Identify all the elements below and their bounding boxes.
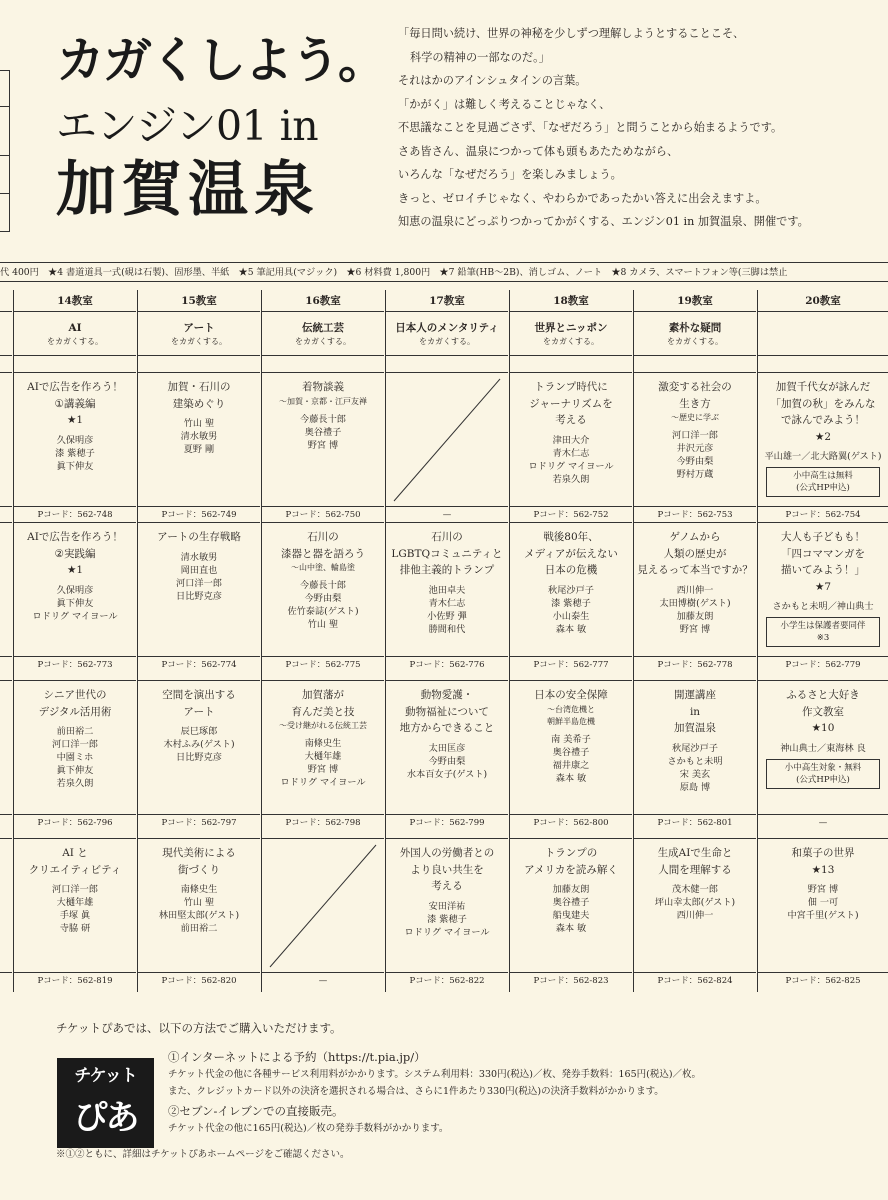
session-cell xyxy=(386,372,508,522)
session-cell[interactable] xyxy=(634,838,756,988)
column-divider xyxy=(137,290,138,992)
method-detail: また、クレジットカード以外の決済を選択される場合は、さらに1件あたり330円(税込)の決済手数料がかかります。 xyxy=(168,1086,664,1097)
session-title[interactable]: 石川の 漆器と器を語ろう xyxy=(281,531,365,560)
theme-header xyxy=(262,320,384,356)
p-code: — xyxy=(758,814,888,830)
p-code: Pコード：562-753 xyxy=(634,506,756,522)
p-code: Pコード：562-800 xyxy=(510,814,632,830)
room-header: 18教室 xyxy=(510,290,632,312)
p-code: Pコード：562-777 xyxy=(510,656,632,672)
session-lecturers: 西川伸一 太田博樹(ゲスト) 加藤友朗 野宮 博 xyxy=(659,584,731,635)
session-title[interactable]: 石川の LGBTQコミュニティと 排他主義的トランプ xyxy=(391,531,503,576)
session-lecturers: 安田洋祐 漆 紫穂子 ロドリグ マイヨール xyxy=(404,900,490,938)
session-title[interactable]: 現代美術による 街づくり xyxy=(162,847,236,876)
session-title[interactable]: 外国人の労働者との より良い共生を 考える xyxy=(399,847,495,892)
session-lecturers: 神山典士／東海林 良 xyxy=(780,742,866,754)
session-lecturers: 久保明彦 漆 紫穂子 眞下伸友 xyxy=(55,434,95,472)
footer-intro: チケットぴあでは、以下の方法でご購入いただけます。 xyxy=(56,1021,342,1035)
session-cell[interactable] xyxy=(634,372,756,522)
session-cell[interactable] xyxy=(510,680,632,830)
session-title[interactable]: 加賀藩が 育んだ美と技 xyxy=(291,689,355,718)
session-lecturers: 河口洋一郎 大樋年雄 手塚 眞 寺脇 研 xyxy=(52,884,98,934)
session-cell[interactable] xyxy=(138,372,260,522)
session-title[interactable]: 日本の安全保障 xyxy=(534,689,608,701)
intro-line: いろんな「なぜだろう」を楽しみましょう。 xyxy=(398,168,622,181)
session-lecturers: 池田卓夫 青木仁志 小佐野 彈 勝間和代 xyxy=(427,584,467,635)
purchase-methods xyxy=(168,1046,886,1137)
p-code xyxy=(0,814,12,830)
p-code: Pコード：562-822 xyxy=(386,972,508,988)
session-lecturers: 平山雄一／北大路翼(ゲスト) xyxy=(764,451,882,462)
room-header: 14教室 xyxy=(14,290,136,312)
theme-name: 伝統工芸 xyxy=(302,322,344,334)
p-code: Pコード：562-801 xyxy=(634,814,756,830)
session-lecturers: さかもと未明／神山典士 xyxy=(772,601,874,612)
p-code: Pコード：562-779 xyxy=(758,656,888,672)
session-lecturers: 秋尾沙戸子 さかもと未明 宋 美玄 原島 博 xyxy=(667,742,723,793)
title-line-2: エンジン01 in xyxy=(56,102,319,150)
session-cell[interactable] xyxy=(510,522,632,672)
p-code: Pコード：562-823 xyxy=(510,972,632,988)
session-cell[interactable] xyxy=(386,680,508,830)
session-title[interactable]: 生成AIで生命と 人間を理解する xyxy=(657,847,733,876)
session-title[interactable]: 動物愛護・ 動物福祉について 地方からできること xyxy=(399,689,495,734)
footer xyxy=(0,1012,888,1200)
session-note-box: 小学生は保護者要同伴 ※3 xyxy=(766,617,880,647)
session-title[interactable]: トランプの アメリカを読み解く xyxy=(524,847,618,876)
theme-name: 素朴な疑問 xyxy=(668,322,722,334)
session-note-box: 小中高生対象・無料 (公式HP申込) xyxy=(766,759,880,789)
column-divider xyxy=(633,290,634,992)
p-code: Pコード：562-749 xyxy=(138,506,260,522)
session-cell[interactable] xyxy=(758,838,888,988)
session-cell[interactable] xyxy=(510,372,632,522)
room-header: 16教室 xyxy=(262,290,384,312)
session-lecturers: 辰巳琢郎 木村ふみ(ゲスト) 日比野克彦 xyxy=(163,726,235,763)
footer-note: ※①②ともに、詳細はチケットぴあホームページをご確認ください。 xyxy=(56,1149,350,1160)
session-cell[interactable] xyxy=(386,838,508,988)
method-detail: チケット代金の他に各種サービス利用料がかかります。システム利用料：330円(税込)／枚、発券手数料：165円(税込)／枚。 xyxy=(168,1069,702,1080)
session-lecturers: 清水敏男 岡田直也 河口洋一郎 日比野克彦 xyxy=(176,551,222,602)
session-lecturers: 南條史生 大樋年雄 野宮 博 ロドリグ マイヨール xyxy=(280,738,366,788)
p-code: Pコード：562-778 xyxy=(634,656,756,672)
session-title[interactable]: 加賀・石川の 建築めぐり xyxy=(167,381,231,410)
session-lecturers: 河口洋一郎 井沢元彦 今野由梨 野村万蔵 xyxy=(672,430,718,480)
session-title[interactable]: 着物談義 xyxy=(302,381,344,393)
p-code: Pコード：562-754 xyxy=(758,506,888,522)
session-cell[interactable] xyxy=(262,372,384,522)
method-seven-eleven: ②セブン-イレブンでの直接販売。 xyxy=(168,1104,344,1118)
theme-name: AI xyxy=(68,322,82,334)
room-header xyxy=(0,290,12,312)
session-cell xyxy=(0,680,12,830)
session-lecturers: 津田大介 青木仁志 ロドリグ マイヨール 若泉久朗 xyxy=(528,434,614,485)
session-lecturers: 加藤友朗 奥谷禮子 船曳建夫 森本 敏 xyxy=(552,884,590,934)
session-lecturers: 久保明彦 眞下伸友 ロドリグ マイヨール xyxy=(32,584,118,622)
method-detail: チケット代金の他に165円(税込)／枚の発券手数料がかかります。 xyxy=(168,1123,449,1134)
theme-subtitle: をカガくする。 xyxy=(543,337,599,346)
session-cell[interactable] xyxy=(262,680,384,830)
room-column xyxy=(758,290,888,992)
intro-line: 「毎日問い続け、世界の神秘を少しずつ理解しようとすることこそ、 xyxy=(398,27,745,40)
room-column xyxy=(510,290,632,992)
intro-line: きっと、ゼロイチじゃなく、やわらかであったかい答えに出会えますよ。 xyxy=(398,191,767,205)
session-cell xyxy=(262,838,384,988)
session-lecturers: 今藤長十郎 今野由梨 佐竹泰誌(ゲスト) 竹山 聖 xyxy=(287,580,359,630)
room-column xyxy=(14,290,136,992)
session-title[interactable]: 空間を演出する アート xyxy=(162,689,236,718)
p-code xyxy=(0,972,12,988)
p-code: Pコード：562-773 xyxy=(14,656,136,672)
intro-line: 「かがく」は難しく考えることじゃなく、 xyxy=(398,97,611,111)
empty-slot-slash xyxy=(386,373,508,506)
session-lecturers: 南條史生 竹山 聖 林田堅太郎(ゲスト) 前田裕二 xyxy=(158,884,240,934)
p-code: Pコード：562-776 xyxy=(386,656,508,672)
room-header: 17教室 xyxy=(386,290,508,312)
title-line-3: 加賀温泉 xyxy=(56,155,320,225)
left-edge-box xyxy=(0,70,10,232)
p-code: Pコード：562-797 xyxy=(138,814,260,830)
session-title[interactable]: AI と クリエイティビティ xyxy=(28,847,122,876)
intro-text xyxy=(398,22,886,234)
logo-text: チケット xyxy=(74,1066,137,1086)
theme-subtitle: をカガくする。 xyxy=(47,337,103,346)
session-cell[interactable] xyxy=(138,838,260,988)
theme-subtitle: をカガくする。 xyxy=(295,337,351,346)
room-header: 15教室 xyxy=(138,290,260,312)
theme-header xyxy=(634,320,756,356)
theme-subtitle: をカガくする。 xyxy=(667,337,723,346)
session-cell[interactable] xyxy=(14,522,136,672)
theme-header xyxy=(386,320,508,356)
theme-header xyxy=(138,320,260,356)
p-code: Pコード：562-750 xyxy=(262,506,384,522)
room-header: 20教室 xyxy=(758,290,888,312)
column-divider xyxy=(261,290,262,992)
p-code: Pコード：562-748 xyxy=(14,506,136,522)
session-title[interactable]: 加賀千代女が詠んだ 「加賀の秋」をみんな で詠んでみよう！ ★2 xyxy=(770,381,876,443)
materials-legend: 代 400円 ★4 書道道具一式(硯は石製)、固形墨、半紙 ★5 筆記用具(マジック) ★6 材料費 1,800円 ★7 鉛筆(HB〜2B)、消しゴム、ノート ★8 カメラ、スマートフォン等(三脚は禁止 xyxy=(0,262,888,282)
session-cell[interactable] xyxy=(758,372,888,522)
theme-header xyxy=(0,320,12,356)
room-header: 19教室 xyxy=(634,290,756,312)
room-column xyxy=(386,290,508,992)
p-code: Pコード：562-819 xyxy=(14,972,136,988)
session-lecturers: 前田裕二 河口洋一郎 中園ミホ 眞下伸友 若泉久朗 xyxy=(52,726,98,789)
p-code: Pコード：562-798 xyxy=(262,814,384,830)
logo-text: ぴあ xyxy=(73,1098,138,1138)
session-cell[interactable] xyxy=(510,838,632,988)
session-cell xyxy=(0,838,12,988)
room-column xyxy=(262,290,384,992)
p-code: Pコード：562-775 xyxy=(262,656,384,672)
p-code: Pコード：562-774 xyxy=(138,656,260,672)
theme-name: 世界とニッポン xyxy=(534,322,608,334)
theme-header xyxy=(510,320,632,356)
session-cell[interactable] xyxy=(386,522,508,672)
session-cell[interactable] xyxy=(14,372,136,522)
session-title[interactable]: 戦後80年、 メディアが伝えない 日本の危機 xyxy=(524,531,618,576)
session-title[interactable]: ゲノムから 人類の歴史が 見えるって本当ですか？ xyxy=(637,531,753,576)
p-code: Pコード：562-825 xyxy=(758,972,888,988)
method-internet: ①インターネットによる予約（https://t.pia.jp/） xyxy=(168,1050,426,1064)
column-divider xyxy=(385,290,386,992)
p-code: — xyxy=(262,972,384,988)
p-code xyxy=(0,656,12,672)
session-cell xyxy=(0,372,12,522)
room-column xyxy=(0,290,12,992)
empty-slot-slash xyxy=(262,839,384,972)
intro-line: 知恵の温泉にどっぷりつかってかがくする、エンジン01 in 加賀温泉、開催です。 xyxy=(398,215,809,228)
session-cell[interactable] xyxy=(138,680,260,830)
p-code: Pコード：562-752 xyxy=(510,506,632,522)
session-note-box: 小中高生は無料 (公式HP申込) xyxy=(766,467,880,497)
session-lecturers: 南 美希子 奥谷禮子 福井康之 森本 敏 xyxy=(551,733,591,784)
intro-line: 科学の精神の一部なのだ。」 xyxy=(410,50,550,64)
session-lecturers: 竹山 聖 清水敏男 夏野 剛 xyxy=(180,418,218,455)
session-cell[interactable] xyxy=(14,838,136,988)
p-code: — xyxy=(386,506,508,522)
session-cell[interactable] xyxy=(138,522,260,672)
session-cell[interactable] xyxy=(262,522,384,672)
session-lecturers: 野宮 博 佃 一可 中宮千里(ゲスト) xyxy=(787,884,859,921)
session-cell[interactable] xyxy=(634,522,756,672)
intro-line: さあ皆さん、温泉につかって体も頭もあたためながら、 xyxy=(398,144,679,158)
session-title[interactable]: 激変する社会の 生き方 xyxy=(658,381,732,410)
title-line-1: カガくしよう。 xyxy=(56,32,386,89)
session-lecturers: 今藤長十郎 奥谷禮子 野宮 博 xyxy=(300,413,346,451)
p-code xyxy=(0,506,12,522)
session-cell[interactable] xyxy=(634,680,756,830)
column-divider xyxy=(509,290,510,992)
session-lecturers: 茂木健一郎 坪山幸太郎(ゲスト) 西川伸一 xyxy=(654,884,736,921)
session-title[interactable]: トランプ時代に ジャーナリズムを 考える xyxy=(529,381,613,426)
session-subtitle: 〜歴史に学ぶ xyxy=(671,413,719,422)
ticket-pia-logo xyxy=(57,1058,154,1148)
intro-line: それはかのアインシュタインの言葉。 xyxy=(398,74,587,87)
room-column xyxy=(634,290,756,992)
theme-name: 日本人のメンタリティ xyxy=(395,322,499,334)
session-title[interactable]: ふるさと大好き 作文教室 ★10 xyxy=(786,689,860,734)
session-title[interactable]: アートの生存戦略 xyxy=(157,531,241,543)
theme-subtitle: をカガくする。 xyxy=(171,337,227,346)
session-lecturers: 秋尾沙戸子 漆 紫穂子 小山泰生 森本 敏 xyxy=(548,584,594,635)
column-divider xyxy=(13,290,14,992)
session-title[interactable]: 開運講座 in 加賀温泉 xyxy=(674,689,716,734)
session-cell[interactable] xyxy=(14,680,136,830)
p-code: Pコード：562-799 xyxy=(386,814,508,830)
p-code: Pコード：562-796 xyxy=(14,814,136,830)
session-lecturers: 太田匡彦 今野由梨 水本百女子(ゲスト) xyxy=(406,742,488,780)
p-code: Pコード：562-820 xyxy=(138,972,260,988)
session-subtitle: 〜台湾危機と 朝鮮半島危機 xyxy=(547,704,595,726)
session-cell xyxy=(0,522,12,672)
theme-name: アート xyxy=(183,322,215,334)
p-code: Pコード：562-824 xyxy=(634,972,756,988)
theme-subtitle: をカガくする。 xyxy=(419,337,475,346)
header xyxy=(0,0,888,240)
column-divider xyxy=(757,290,758,992)
intro-line: 不思議なことを見過ごさず、「なぜだろう」と問うことから始まるようです。 xyxy=(398,121,783,134)
session-title[interactable]: AIで広告を作ろう！ ①講義編 ★1 xyxy=(27,381,123,426)
session-title[interactable]: 和菓子の世界 ★13 xyxy=(791,847,855,876)
schedule-table xyxy=(0,290,888,992)
theme-header xyxy=(14,320,136,356)
session-title[interactable]: 大人も子どもも！ 「四コママンガを 描いてみよう！」 ★7 xyxy=(781,531,865,593)
session-title[interactable]: AIで広告を作ろう！ ②実践編 ★1 xyxy=(27,531,123,576)
session-subtitle: 〜山中塗、輪島塗 xyxy=(291,563,355,572)
room-column xyxy=(138,290,260,992)
session-cell[interactable] xyxy=(758,522,888,672)
session-cell[interactable] xyxy=(758,680,888,830)
session-subtitle: 〜受け継がれる伝統工芸 xyxy=(279,721,367,730)
session-title[interactable]: シニア世代の デジタル活用術 xyxy=(38,689,112,718)
theme-header xyxy=(758,320,888,356)
session-subtitle: 〜加賀・京都・江戸友禅 xyxy=(279,396,367,406)
